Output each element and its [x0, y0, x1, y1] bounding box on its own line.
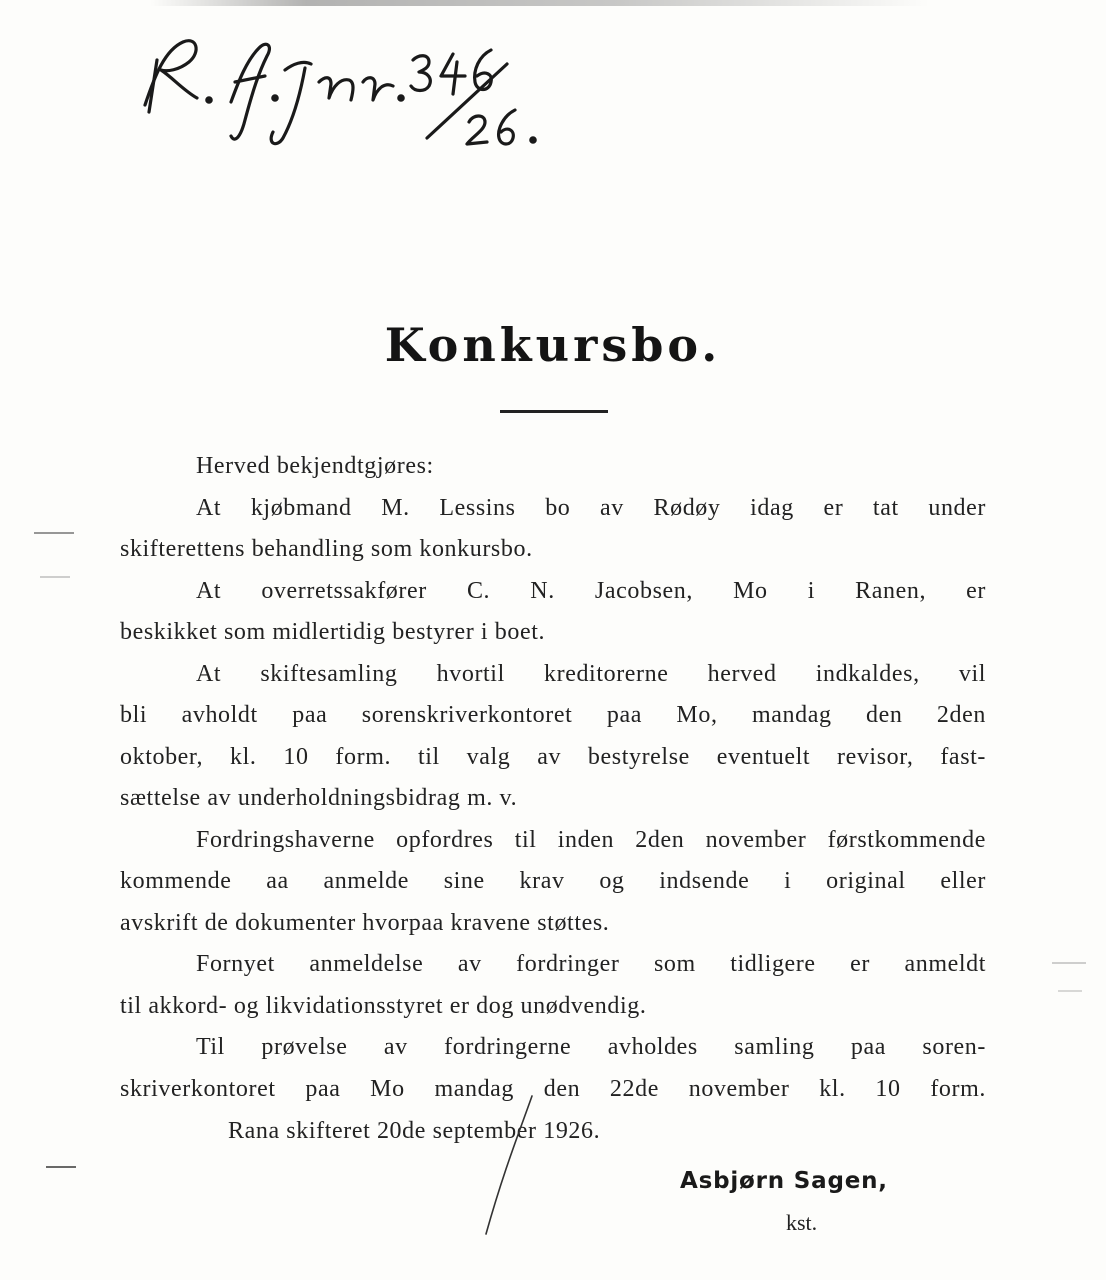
notice-line: bli avholdt paa sorenskriverkontoret paa Mo, mandag den 2den [120, 702, 986, 728]
title-divider [500, 410, 608, 413]
notice-line: Herved bekjendtgjøres: [196, 453, 434, 479]
notice-line: Fordringshaverne opfordres til inden 2den november førstkommende [196, 826, 986, 853]
signature-title: kst. [786, 1210, 818, 1235]
notice-line: Fornyet anmeldelse av fordringer som tidligere er anmeldt [196, 951, 986, 977]
notice-body [120, 446, 986, 1110]
handwritten-note [135, 20, 575, 160]
margin-mark [40, 576, 70, 578]
margin-mark [1058, 990, 1082, 992]
margin-mark [34, 532, 74, 534]
margin-mark [46, 1166, 76, 1168]
notice-line: At kjøbmand M. Lessins bo av Rødøy idag er tat under [196, 494, 986, 521]
notice-line: beskikket som midlertidig bestyrer i boet. [120, 619, 546, 645]
notice-line: skriverkontoret paa Mo mandag den 22de november kl. 10 form. [120, 1075, 986, 1102]
notice-line: kommende aa anmelde sine krav og indsende i original eller [120, 868, 986, 894]
notice-line: sættelse av underholdningsbidrag m. v. [120, 785, 518, 811]
notice-line: skifterettens behandling som konkursbo. [120, 536, 533, 562]
notice-line: avskrift de dokumenter hvorpaa kravene støttes. [120, 909, 610, 936]
notice-line: til akkord- og likvidationsstyret er dog unødvendig. [120, 992, 647, 1019]
signature-name: Asbjørn Sagen, [680, 1168, 888, 1194]
pen-stroke-mark [470, 1090, 550, 1240]
notice-line: At skiftesamling hvortil kreditorerne herved indkaldes, vil [196, 660, 986, 687]
notice-line: Til prøvelse av fordringerne avholdes samling paa soren- [196, 1034, 986, 1060]
margin-mark [1052, 962, 1086, 964]
place-and-date: Rana skifteret 20de september 1926. [228, 1118, 601, 1144]
notice-title: Konkursbo. [384, 318, 722, 372]
notice-line: At overretssakfører C. N. Jacobsen, Mo i Ranen, er [196, 577, 986, 604]
notice-line: oktober, kl. 10 form. til valg av bestyrelse eventuelt revisor, fast- [120, 743, 986, 770]
scan-top-edge [150, 0, 930, 6]
